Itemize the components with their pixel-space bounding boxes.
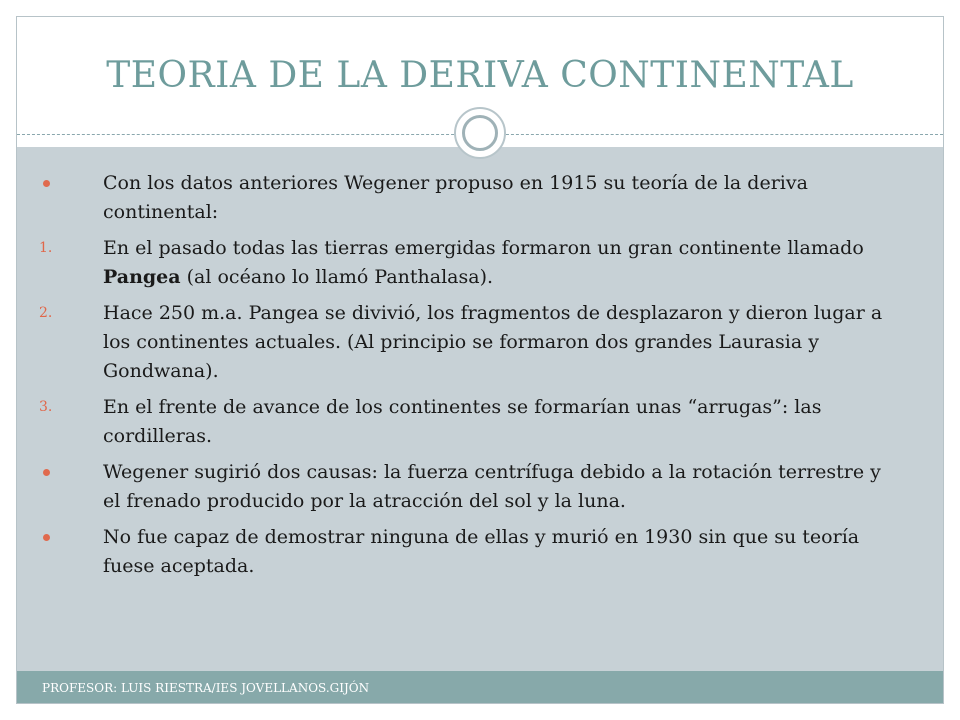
slide: [16, 16, 944, 704]
list-item-bold-term: Pangea: [103, 266, 181, 288]
footer-text: PROFESOR: LUIS RIESTRA/IES JOVELLANOS.GIJÓN: [42, 681, 370, 695]
list-number: 2.: [39, 305, 53, 321]
list-item: [17, 523, 943, 581]
footer-bar: [17, 671, 943, 703]
list-item-text-part: En el pasado todas las tierras emergidas formaron un gran continente llamado: [103, 237, 864, 259]
list-item: [17, 458, 943, 516]
list-item-text: Wegener sugirió dos causas: la fuerza centrífuga debido a la rotación terrestre y el frenado producido por la atracción del sol y la luna.: [103, 461, 881, 512]
slide-title: TEORIA DE LA DERIVA CONTINENTAL: [106, 55, 854, 96]
list-item: [17, 234, 943, 292]
content-list: [17, 169, 943, 588]
list-item: [17, 299, 943, 386]
list-item: [17, 393, 943, 451]
list-item: [17, 169, 943, 227]
list-item-text: [103, 237, 864, 288]
list-number: 3.: [39, 399, 53, 415]
list-number: 1.: [39, 240, 53, 256]
list-item-text: No fue capaz de demostrar ninguna de ellas y murió en 1930 sin que su teoría fuese aceptada.: [103, 526, 860, 577]
list-item-text: En el frente de avance de los continentes se formarían unas “arrugas”: las cordilleras.: [103, 396, 822, 447]
circle-emblem-icon: [454, 107, 506, 159]
circle-emblem-ring: [462, 115, 498, 151]
bullet-dot-icon: [43, 469, 50, 476]
list-item-text-part: (al océano lo llamó Panthalasa).: [180, 266, 494, 288]
bullet-dot-icon: [43, 534, 50, 541]
bullet-dot-icon: [43, 180, 50, 187]
list-item-text: Hace 250 m.a. Pangea se divivió, los fragmentos de desplazaron y dieron lugar a los continentes actuales. (Al principio se formaron dos grandes Laurasia y Gondwana).: [103, 302, 883, 382]
list-item-text: Con los datos anteriores Wegener propuso en 1915 su teoría de la deriva continental:: [103, 172, 808, 223]
